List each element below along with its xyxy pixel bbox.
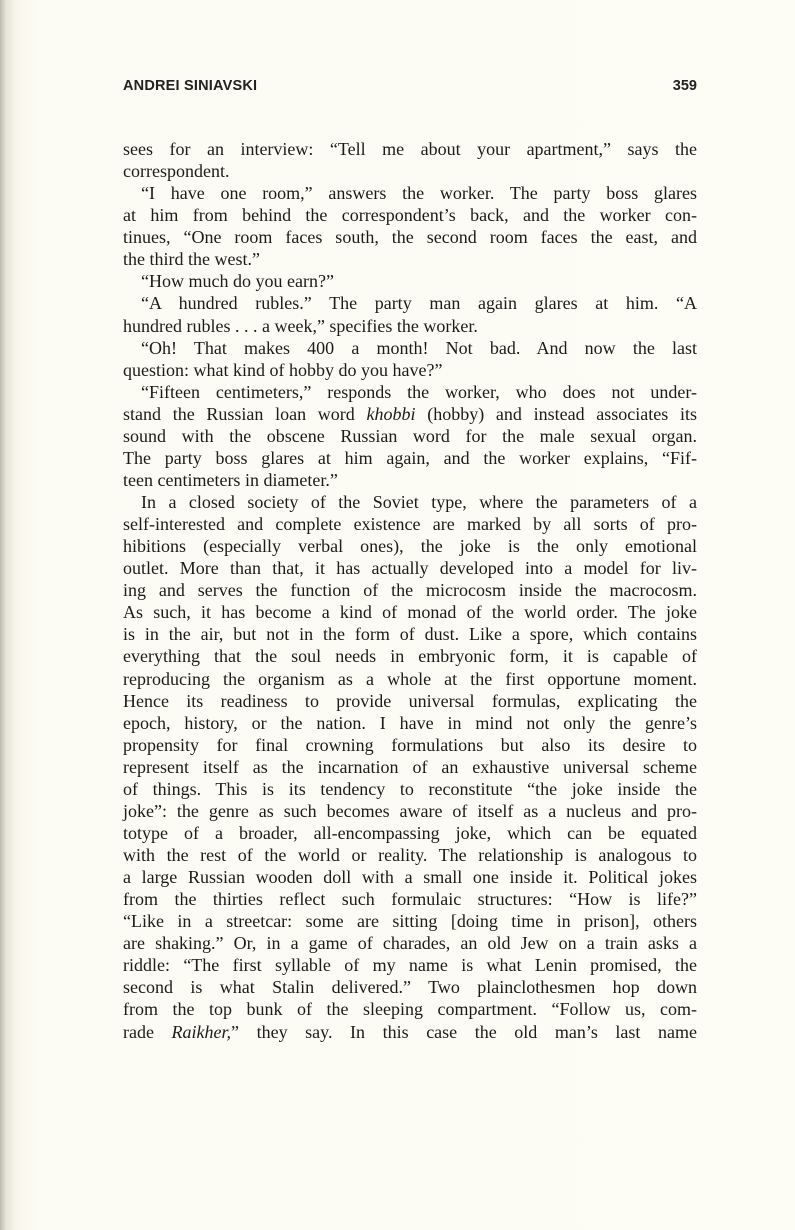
text-line: “How much do you earn?”: [141, 271, 334, 292]
text-line: are shaking.” Or, in a game of charades, an old Jew on a train asks a: [123, 933, 697, 954]
text-line: is in the air, but not in the form of dust. Like a spore, which contains: [123, 624, 697, 645]
text-line: reproducing the organism as a whole at the first opportune moment.: [123, 668, 697, 689]
text-line: “Like in a streetcar: some are sitting [doing time in prison], others: [123, 911, 697, 932]
text-line: of things. This is its tendency to reconstitute “the joke inside the: [123, 778, 697, 799]
text-segment: rade: [123, 1021, 172, 1042]
text-segment: (hobby) and instead associates its: [415, 403, 697, 424]
text-line: totype of a broader, all-encompassing joke, which can be equated: [123, 822, 697, 843]
text-line: a large Russian wooden doll with a small one inside it. Political jokes: [123, 867, 697, 888]
text-line: “Oh! That makes 400 a month! Not bad. And now the last: [141, 337, 697, 358]
running-header: [123, 78, 697, 98]
text-line: The party boss glares at him again, and the worker explains, “Fif-: [123, 447, 697, 468]
text-line: hibitions (especially verbal ones), the joke is the only emotional: [123, 536, 697, 557]
text-line: from the thirties reflect such formulaic structures: “How is life?”: [123, 889, 697, 910]
text-line: from the top bunk of the sleeping compartment. “Follow us, com-: [123, 999, 697, 1020]
text-line: As such, it has become a kind of monad of the world order. The joke: [123, 602, 697, 623]
text-line: riddle: “The first syllable of my name is what Lenin promised, the: [123, 955, 697, 976]
text-segment: ” they say. In this case the old man’s last name: [231, 1021, 697, 1042]
text-line: joke”: the genre as such becomes aware of itself as a nucleus and pro-: [123, 800, 697, 821]
text-line: “I have one room,” answers the worker. The party boss glares: [141, 183, 697, 204]
running-head-author: ANDREI SINIAVSKI: [123, 78, 258, 94]
text-line: teen centimeters in diameter.”: [123, 469, 338, 490]
text-line: sees for an interview: “Tell me about your apartment,” says the: [123, 139, 697, 159]
text-line: self-interested and complete existence are marked by all sorts of pro-: [123, 514, 697, 535]
text-line: everything that the soul needs in embryonic form, it is capable of: [123, 646, 697, 667]
text-line: hundred rubles . . . a week,” specifies the worker.: [123, 315, 478, 336]
text-line: [123, 403, 697, 425]
text-line: correspondent.: [123, 161, 230, 182]
text-line: question: what kind of hobby do you have?”: [123, 359, 443, 380]
text-line: “A hundred rubles.” The party man again glares at him. “A: [141, 293, 697, 314]
text-line: outlet. More than that, it has actually developed into a model for liv-: [123, 558, 697, 579]
text-line: the third the west.”: [123, 249, 260, 270]
text-line: epoch, history, or the nation. I have in mind not only the genre’s: [123, 712, 697, 733]
body-text: [123, 138, 697, 1043]
text-line: tinues, “One room faces south, the second room faces the east, and: [123, 227, 697, 248]
text-line: propensity for final crowning formulations but also its desire to: [123, 734, 697, 755]
page-number: 359: [672, 78, 697, 94]
italic-term: Raikher,: [171, 1021, 232, 1042]
text-line: [123, 1021, 697, 1043]
text-line: Hence its readiness to provide universal formulas, explicating the: [123, 690, 697, 711]
text-line: represent itself as the incarnation of an exhaustive universal scheme: [123, 756, 697, 777]
text-line: sound with the obscene Russian word for the male sexual organ.: [123, 425, 697, 446]
text-line: with the rest of the world or reality. The relationship is analogous to: [123, 845, 697, 865]
text-line: at him from behind the correspondent’s back, and the worker con-: [123, 205, 697, 226]
text-line: second is what Stalin delivered.” Two plainclothesmen hop down: [123, 977, 697, 998]
italic-term: khobbi: [366, 403, 416, 424]
text-line: “Fifteen centimeters,” responds the worker, who does not under-: [141, 381, 697, 402]
text-segment: stand the Russian loan word: [123, 403, 367, 424]
text-line: ing and serves the function of the microcosm inside the macrocosm.: [123, 580, 697, 601]
text-line: In a closed society of the Soviet type, where the parameters of a: [141, 492, 697, 512]
